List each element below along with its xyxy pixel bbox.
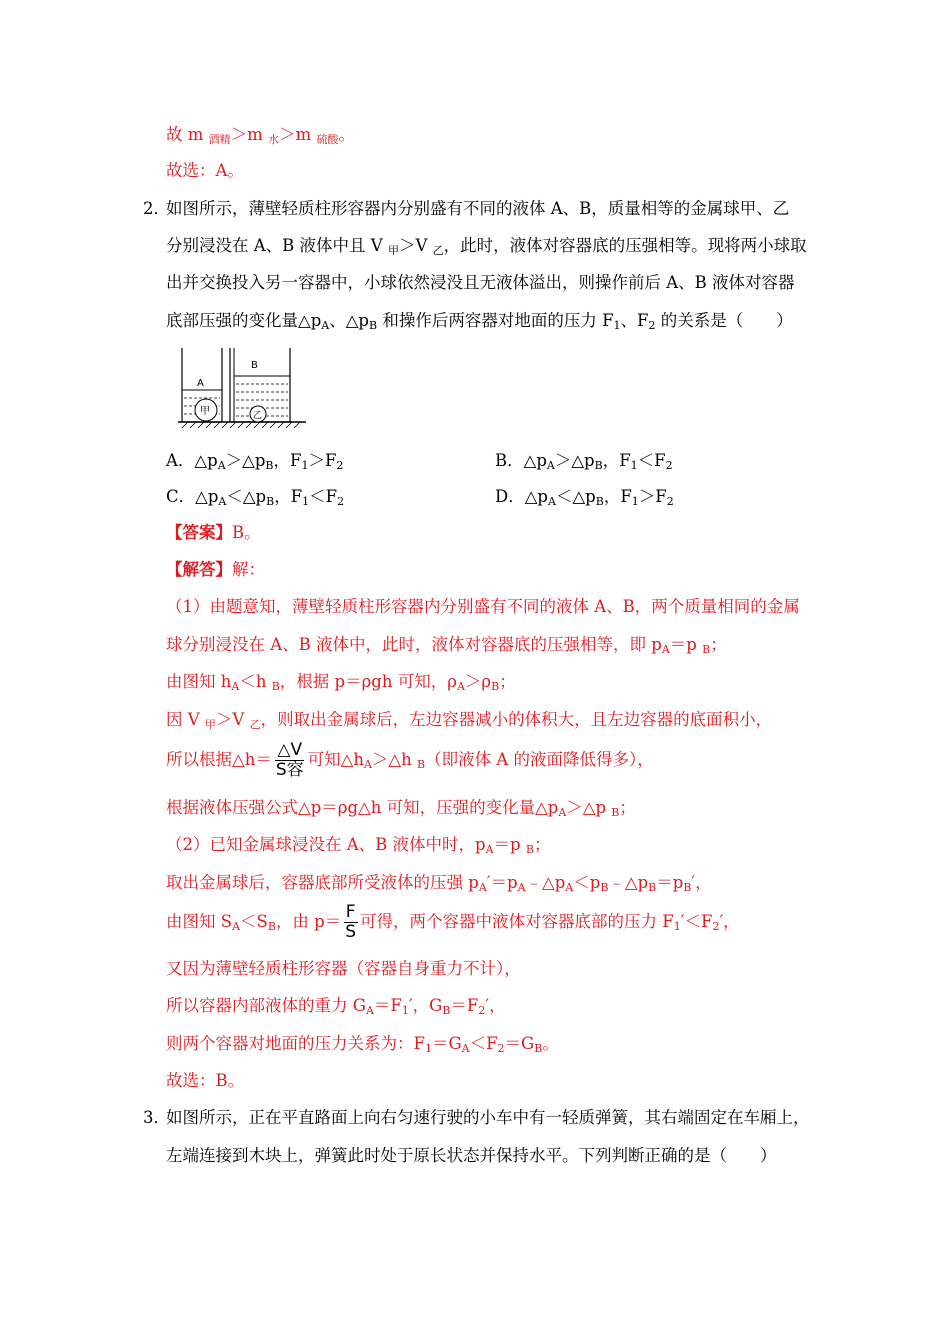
- question-2-number: 2．: [143, 199, 170, 218]
- solution-header: 【解答】解：: [166, 560, 265, 579]
- option-b[interactable]: B．$\triangle p_A>\triangle p_B$，$F_1<F_2$: [495, 451, 673, 472]
- question-2-line-1: 如图所示，薄壁轻质柱形容器内分别盛有不同的液体 A、B，质量相等的金属球甲、乙: [166, 199, 790, 218]
- label-a: A: [197, 378, 204, 389]
- label-b: B: [251, 360, 258, 371]
- solution-line-7: （2）已知金属球浸没在 A、B 液体中时，$p_A=p$ $_B$；: [166, 835, 551, 856]
- solution-line-9: 由图知 $S_A<S_B$，由 p＝ $\frac{F}{S}$ 可得，两个容器中液体对容器底部的压力 $F_1'<F_2'$，: [166, 902, 740, 942]
- question-2-line-3: 出并交换投入另一容器中，小球依然浸没且无液体溢出，则操作前后 A、B 液体对容器: [166, 273, 795, 292]
- option-d[interactable]: D．$\triangle p_A<\triangle p_B$，$F_1>F_2$: [495, 487, 674, 508]
- solution-line-1: （1）由题意知，薄壁轻质柱形容器内分别盛有不同的液体 A、B，两个质量相同的金属: [166, 597, 800, 616]
- question-3-line-1: 如图所示，正在平直路面上向右匀速行驶的小车中有一轻质弹簧，其右端固定在车厢上，: [166, 1108, 810, 1127]
- solution-final: 故选：B。: [166, 1071, 245, 1090]
- ball-yi-label: 乙: [253, 411, 263, 421]
- answer-line: 【答案】B。: [166, 523, 261, 542]
- container-diagram: [178, 346, 308, 428]
- prev-conclusion-line: 故 m $_{酒精}$＞m $_水$＞m $_{硫酸}$。: [166, 125, 355, 146]
- solution-line-3: 由图知 $h_A<h$ $_B$，根据 p＝ρgh 可知，$\rho_A>\rho_B$；: [166, 672, 516, 693]
- solution-line-6: 根据液体压强公式△p＝ρg△h 可知，压强的变化量$\triangle p_A>\triangle p$ $_B$；: [166, 798, 636, 819]
- fraction-delta-v-over-s: $\frac{\triangle V}{\text{S容}}$: [275, 740, 304, 780]
- solution-line-11: 所以容器内部液体的重力 $G_A=F_1'$，$G_B=F_2'$，: [166, 996, 506, 1017]
- ball-jia-label: 甲: [200, 406, 210, 417]
- solution-line-8: 取出金属球后，容器底部所受液体的压强 $p_A'=p_A﹣\triangle p_A<p_B﹣\triangle p_B=p_B'$，: [166, 873, 712, 894]
- solution-line-5: 所以根据△h＝ $\frac{\triangle V}{\text{S容}}$ 可知$\triangle h_A>\triangle h$ $_B$（即液体 A 的液面降低得多），: [166, 740, 654, 780]
- question-3-number: 3．: [143, 1108, 170, 1127]
- solution-line-10: 又因为薄壁轻质柱形容器（容器自身重力不计），: [166, 959, 521, 978]
- question-3-line-2: 左端连接到木块上，弹簧此时处于原长状态并保持水平。下列判断正确的是（ ）: [166, 1146, 777, 1165]
- ground-hatch: [182, 422, 300, 428]
- prev-choice-line: 故选：A。: [166, 161, 244, 180]
- solution-line-4: 因 V $_甲$＞V $_乙$，则取出金属球后，左边容器减小的体积大，且左边容器的底面积小，: [166, 710, 773, 731]
- solution-line-12: 则两个容器对地面的压力关系为：$F_1=G_A<F_2=G_B$。: [166, 1034, 559, 1055]
- option-c[interactable]: C．$\triangle p_A<\triangle p_B$，$F_1<F_2$: [166, 487, 345, 508]
- solution-line-2: 球分别浸没在 A、B 液体中，此时，液体对容器底的压强相等，即 $p_A=p$ $_B$；: [166, 635, 727, 656]
- fraction-f-over-s: $\frac{F}{S}$: [345, 902, 357, 942]
- question-2-line-2: 分别浸没在 A、B 液体中且 V $_甲$＞V $_乙$，此时，液体对容器底的压强相等。现将两小球取: [166, 236, 807, 257]
- option-a[interactable]: A．$\triangle p_A>\triangle p_B$，$F_1>F_2$: [166, 451, 344, 472]
- question-2-line-4: 底部压强的变化量$\triangle p_A$、$\triangle p_B$ 和操作后两容器对地面的压力 $F_1$、$F_2$ 的关系是（ ）: [166, 311, 793, 332]
